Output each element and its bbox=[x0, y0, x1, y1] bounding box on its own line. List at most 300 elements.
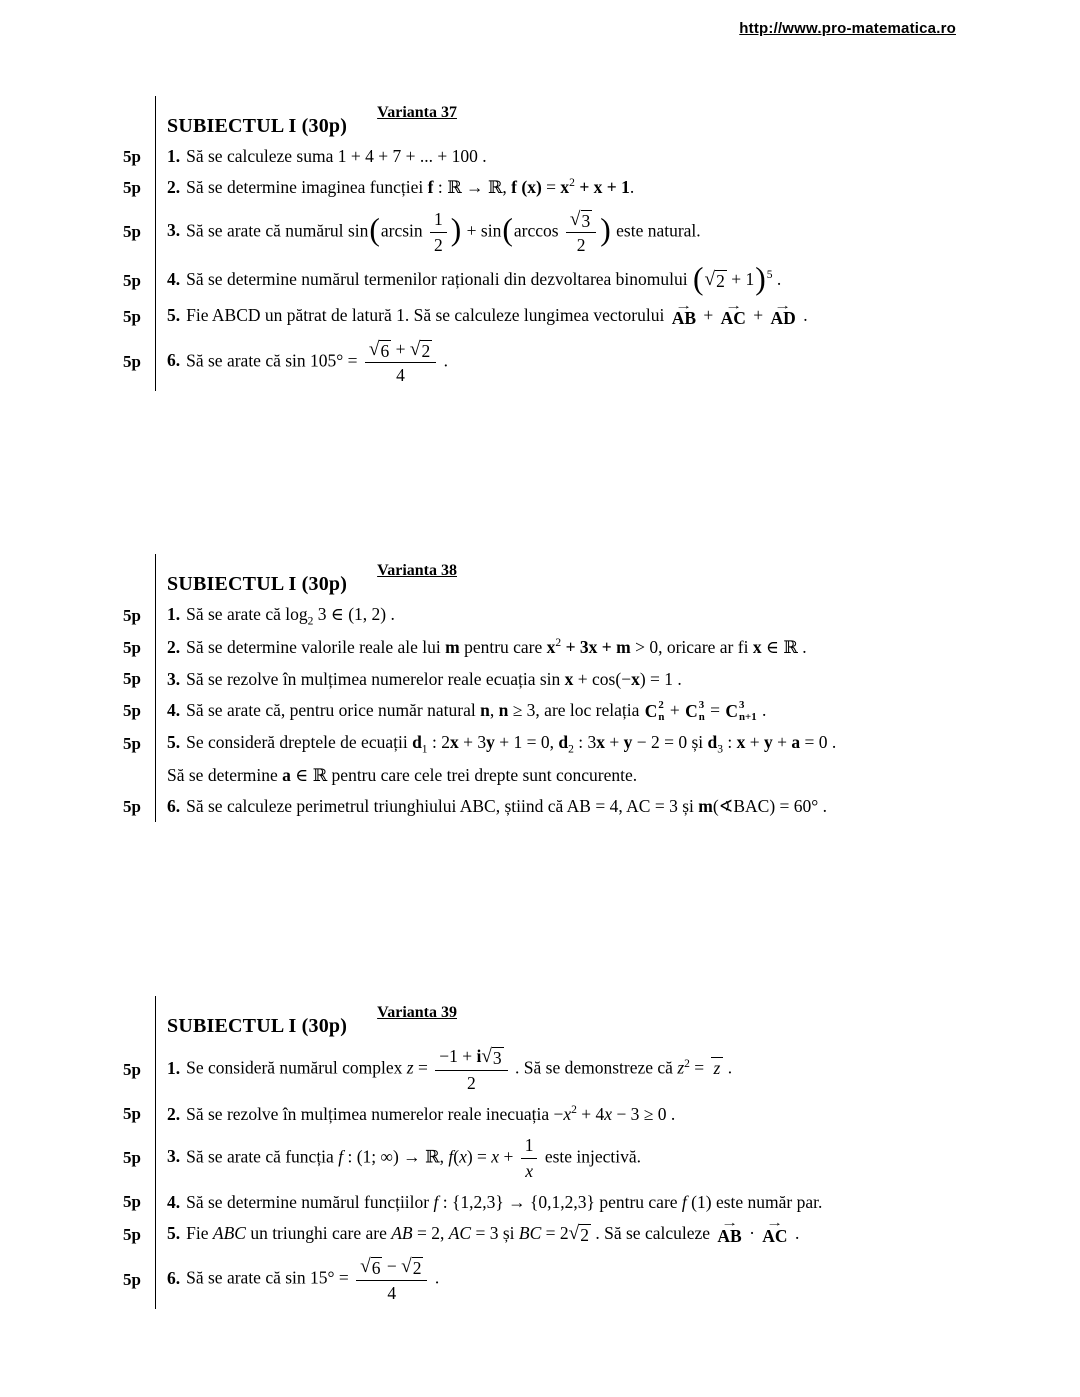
text-fragment: pentru care bbox=[459, 637, 547, 658]
problem-row bbox=[121, 632, 1001, 663]
problem-row bbox=[121, 1187, 1001, 1218]
math-fragment: 2 bbox=[576, 234, 586, 255]
problem-text bbox=[155, 760, 1001, 791]
problems-list bbox=[121, 141, 1001, 391]
math-fragment: + bbox=[499, 1146, 518, 1167]
subscript: 2 bbox=[307, 615, 314, 628]
math-bold-fragment: m bbox=[445, 637, 460, 658]
math-fragment: 1 bbox=[434, 208, 443, 229]
math-italic-fragment: f bbox=[338, 1146, 344, 1167]
problem-number: 5. bbox=[167, 1222, 181, 1243]
text-fragment: . bbox=[430, 1268, 440, 1289]
vector bbox=[770, 299, 796, 329]
problem-row bbox=[121, 1251, 1001, 1308]
subscript: 2 bbox=[568, 743, 574, 756]
math-fragment: ∈ ℝ bbox=[761, 637, 798, 658]
problem-number: 6. bbox=[167, 796, 181, 817]
text-fragment: un triunghi care are bbox=[245, 1222, 392, 1243]
subject-title: SUBIECTUL I (30p) bbox=[167, 573, 348, 595]
numerator bbox=[435, 1045, 507, 1069]
math-fragment: = 2 bbox=[541, 1222, 569, 1243]
math-fragment: + bbox=[745, 732, 765, 753]
problem-row bbox=[121, 791, 1001, 822]
big-paren: ( bbox=[693, 260, 704, 296]
combination-symbol bbox=[685, 700, 705, 723]
problem-row bbox=[121, 1041, 1001, 1098]
math-bold-fragment: i bbox=[476, 1046, 482, 1067]
big-paren: ( bbox=[369, 212, 380, 248]
math-fragment: + bbox=[699, 305, 718, 326]
problem-number: 2. bbox=[167, 637, 181, 658]
text-fragment: Să se rezolve în mulțimea numerelor reale inecuația bbox=[186, 1103, 554, 1124]
math-bold-fragment: a bbox=[282, 765, 291, 786]
text-fragment: Să se determine imaginea funcției bbox=[186, 177, 428, 198]
math-italic-fragment: x bbox=[459, 1146, 467, 1167]
math-italic-fragment: z bbox=[713, 1058, 721, 1079]
text-fragment: Să se determine valorile reale ale lui bbox=[186, 637, 446, 658]
text-fragment: . bbox=[666, 1103, 676, 1124]
superscript: 3 bbox=[698, 699, 705, 712]
problem-text bbox=[155, 1099, 1001, 1130]
problem-text bbox=[155, 695, 1001, 728]
problem-number: 6. bbox=[167, 1268, 181, 1289]
math-fragment: + bbox=[604, 732, 624, 753]
vector bbox=[762, 1217, 788, 1246]
math-fragment: + 4 bbox=[576, 1103, 605, 1124]
problem-number: 1. bbox=[167, 146, 181, 167]
numerator bbox=[566, 208, 596, 232]
math-fragment: −1 + bbox=[439, 1046, 477, 1067]
problem-text bbox=[155, 791, 1001, 822]
math-bold-fragment: x bbox=[560, 177, 570, 198]
text-fragment: . bbox=[386, 604, 395, 625]
math-fragment: sin 15° = bbox=[285, 1268, 354, 1289]
math-bold-fragment: d bbox=[412, 732, 422, 753]
superscript: 2 bbox=[555, 637, 562, 650]
vector-name: AC bbox=[762, 1225, 788, 1246]
math-fragment: + bbox=[665, 699, 685, 720]
subscript: 1 bbox=[421, 743, 428, 756]
problem-row bbox=[121, 664, 1001, 695]
points-label: 5p bbox=[123, 222, 141, 242]
math-fragment: 4 bbox=[387, 1282, 397, 1303]
text-fragment: . bbox=[723, 1058, 733, 1079]
math-fragment: + cos(− bbox=[573, 668, 632, 689]
vector-arrow-icon: → bbox=[675, 299, 693, 312]
numerator bbox=[521, 1134, 538, 1158]
big-paren: ) bbox=[450, 212, 462, 248]
math-fragment: : 3 bbox=[573, 732, 597, 753]
text-fragment: Se consideră numărul complex bbox=[186, 1058, 407, 1079]
radical-sign: √ bbox=[409, 338, 421, 360]
problem-row bbox=[121, 1218, 1001, 1251]
math-fragment: 3 bbox=[581, 210, 591, 231]
math-italic-fragment: f bbox=[681, 1191, 687, 1212]
math-fragment: = bbox=[689, 1058, 709, 1079]
numerator bbox=[356, 1255, 427, 1279]
problem-number: 1. bbox=[167, 604, 181, 625]
combination-scripts bbox=[658, 700, 664, 723]
radicand bbox=[492, 1047, 504, 1068]
superscript: 5 bbox=[766, 268, 773, 281]
problems-list bbox=[121, 599, 1001, 822]
radicand bbox=[715, 270, 727, 291]
math-fragment: = bbox=[541, 177, 561, 198]
points-label: 5p bbox=[123, 1192, 141, 1212]
superscript: 2 bbox=[569, 177, 575, 190]
problem-number: 3. bbox=[167, 220, 181, 241]
numerator bbox=[430, 208, 447, 232]
combination-base: C bbox=[685, 701, 698, 722]
problem-row bbox=[121, 261, 1001, 301]
math-bold-fragment: n bbox=[498, 699, 509, 720]
math-fragment: : bbox=[723, 732, 737, 753]
math-fragment: > 0 bbox=[630, 637, 659, 658]
points-label: 5p bbox=[123, 1224, 141, 1244]
math-fragment: ) = bbox=[466, 1146, 492, 1167]
combination-scripts bbox=[739, 700, 757, 723]
math-fragment: 2 bbox=[580, 1224, 589, 1245]
math-fragment: − 2 = 0 bbox=[632, 732, 688, 753]
vector bbox=[717, 1217, 742, 1246]
variant-label: Varianta 39 bbox=[377, 1004, 457, 1021]
points-label: 5p bbox=[123, 1270, 141, 1290]
problem-row bbox=[121, 760, 1001, 791]
text-fragment: Să se arate că, pentru orice număr natural bbox=[186, 699, 481, 720]
math-bold-fragment: x bbox=[546, 637, 556, 658]
points-label: 5p bbox=[123, 178, 141, 198]
text-fragment: Să se determine numărul funcțiilor bbox=[186, 1191, 434, 1212]
text-fragment: . Să se calculeze bbox=[591, 1222, 715, 1243]
problem-number: 2. bbox=[167, 1103, 181, 1124]
square-root bbox=[705, 270, 727, 291]
text-fragment: . bbox=[673, 668, 682, 689]
square-root bbox=[569, 1224, 591, 1245]
points-label: 5p bbox=[123, 700, 141, 720]
combination-symbol bbox=[645, 700, 665, 723]
fraction bbox=[356, 1255, 427, 1304]
text-fragment: . bbox=[757, 699, 767, 720]
points-label: 5p bbox=[123, 605, 141, 625]
vector bbox=[671, 299, 696, 329]
math-fragment: − bbox=[553, 1103, 564, 1124]
math-fragment: 2 bbox=[716, 270, 725, 291]
vector-arrow-icon: → bbox=[721, 1217, 739, 1230]
variant-label: Varianta 38 bbox=[377, 562, 457, 579]
problem-row bbox=[121, 599, 1001, 632]
math-bold-fragment: x bbox=[564, 668, 574, 689]
vector-name: AB bbox=[717, 1225, 742, 1246]
text-fragment: și bbox=[502, 1222, 519, 1243]
problem-row bbox=[121, 172, 1001, 203]
conjugate-overline bbox=[711, 1057, 724, 1077]
math-fragment: 3 ∈ (1, 2) bbox=[313, 604, 387, 625]
math-fragment: ∈ ℝ bbox=[290, 765, 332, 786]
problem-row bbox=[121, 300, 1001, 333]
numerator bbox=[365, 338, 436, 362]
problem-number: 6. bbox=[167, 350, 181, 371]
math-bold-fragment: y bbox=[623, 732, 633, 753]
text-fragment: Să se rezolve în mulțimea numerelor reale ecuația bbox=[186, 668, 540, 689]
problem-number: 4. bbox=[167, 1191, 181, 1212]
square-root bbox=[401, 1257, 423, 1278]
text-fragment: și bbox=[687, 732, 708, 753]
vector-arrow-icon: → bbox=[724, 299, 742, 312]
subject-title: SUBIECTUL I (30p) bbox=[167, 1015, 348, 1037]
math-fragment: ( bbox=[453, 1146, 460, 1167]
math-fragment: sin bbox=[347, 220, 369, 241]
problem-text bbox=[155, 1187, 1001, 1218]
points-label: 5p bbox=[123, 637, 141, 657]
square-root bbox=[369, 340, 391, 361]
math-fragment: 1 bbox=[524, 1134, 534, 1155]
subscript: n bbox=[698, 710, 705, 723]
points-label: 5p bbox=[123, 307, 141, 327]
points-label: 5p bbox=[123, 733, 141, 753]
math-bold-fragment: f (x) bbox=[511, 177, 542, 198]
text-fragment: Să se determine bbox=[167, 765, 283, 786]
math-italic-fragment: BC bbox=[518, 1222, 542, 1243]
problem-text bbox=[155, 261, 1001, 301]
math-fragment: sin bbox=[539, 668, 565, 689]
math-italic-fragment: z bbox=[677, 1058, 685, 1079]
math-fragment: ) = 1 bbox=[639, 668, 674, 689]
points-label: 5p bbox=[123, 1104, 141, 1124]
big-paren: ( bbox=[502, 212, 513, 248]
math-fragment: = 3 bbox=[471, 1222, 503, 1243]
text-fragment: Să se calculeze perimetrul triunghiului ABC, știind că bbox=[186, 796, 567, 817]
text-fragment: . bbox=[798, 305, 808, 326]
superscript: 2 bbox=[684, 1058, 690, 1071]
vector-name: AC bbox=[720, 308, 746, 329]
text-fragment: Să se determine numărul termenilor raționali din dezvoltarea binomului bbox=[186, 268, 693, 289]
problem-text bbox=[155, 141, 1001, 172]
combination-base: C bbox=[725, 701, 738, 722]
big-paren: ) bbox=[600, 212, 611, 248]
text-fragment: este injectivă. bbox=[540, 1146, 642, 1167]
radical-sign: √ bbox=[360, 1256, 371, 1278]
math-fragment: 2 bbox=[434, 234, 443, 255]
section-heading bbox=[155, 554, 1001, 599]
denominator bbox=[435, 1070, 507, 1095]
text-fragment: , oricare ar fi bbox=[658, 637, 753, 658]
problem-text bbox=[155, 300, 1001, 333]
text-fragment: Fie ABCD un pătrat de latură 1. Să se calculeze lungimea vectorului bbox=[186, 305, 669, 326]
math-fragment: arcsin bbox=[380, 220, 428, 241]
points-label: 5p bbox=[123, 146, 141, 166]
math-fragment: 6 bbox=[380, 340, 390, 361]
section-varianta-39 bbox=[121, 996, 1001, 1309]
section-heading-row bbox=[121, 96, 1001, 141]
math-fragment: ≥ 3 bbox=[508, 699, 536, 720]
math-fragment: − bbox=[382, 1256, 402, 1277]
math-fragment: : 2 bbox=[427, 732, 450, 753]
points-label: 5p bbox=[123, 1060, 141, 1079]
text-fragment: . bbox=[797, 637, 807, 658]
math-fragment: − 3 ≥ 0 bbox=[612, 1103, 667, 1124]
math-bold-fragment: d bbox=[707, 732, 718, 753]
combination-base: C bbox=[644, 701, 658, 722]
text-fragment: și bbox=[677, 796, 699, 817]
variant-label: Varianta 37 bbox=[377, 104, 457, 121]
denominator bbox=[566, 232, 596, 257]
math-italic-fragment: f bbox=[433, 1191, 439, 1212]
math-bold-fragment: n bbox=[480, 699, 490, 720]
text-fragment: . bbox=[439, 350, 448, 371]
square-root bbox=[360, 1257, 382, 1278]
math-fragment: 2 bbox=[412, 1258, 422, 1279]
math-fragment: log bbox=[285, 604, 308, 625]
math-italic-fragment: ABC bbox=[212, 1222, 246, 1243]
math-italic-fragment: f bbox=[448, 1146, 454, 1167]
superscript: 2 bbox=[658, 699, 664, 712]
math-bold-fragment: m bbox=[698, 796, 713, 817]
points-label: 5p bbox=[123, 270, 141, 290]
points-label: 5p bbox=[123, 1148, 141, 1168]
math-fragment: 1 + 4 + 7 + ... + 100 bbox=[337, 146, 478, 167]
superscript: 2 bbox=[571, 1103, 577, 1116]
section-heading bbox=[155, 996, 1001, 1041]
text-fragment: Să se arate că bbox=[186, 350, 286, 371]
square-root bbox=[570, 210, 592, 231]
math-bold-fragment: x bbox=[449, 732, 459, 753]
text-fragment: pentru care bbox=[594, 1191, 682, 1212]
problem-row bbox=[121, 334, 1001, 391]
fraction bbox=[566, 208, 596, 257]
math-italic-fragment: AC bbox=[448, 1222, 472, 1243]
fraction bbox=[430, 208, 447, 257]
radicand bbox=[579, 1224, 591, 1245]
math-fragment: + 1 = 0, bbox=[494, 732, 559, 753]
section-varianta-37 bbox=[121, 96, 1001, 391]
problem-text bbox=[155, 727, 1001, 760]
text-fragment: este natural. bbox=[611, 220, 701, 241]
fraction bbox=[521, 1134, 538, 1183]
points-label: 5p bbox=[123, 669, 141, 689]
problem-text bbox=[155, 172, 1001, 203]
math-italic-fragment: z bbox=[406, 1058, 414, 1079]
problem-number: 4. bbox=[167, 699, 181, 720]
math-fragment: + sin bbox=[462, 220, 502, 241]
text-fragment: . bbox=[790, 1222, 800, 1243]
vector-arrow-icon: → bbox=[774, 299, 792, 312]
text-fragment: Să se calculeze suma bbox=[186, 146, 338, 167]
math-bold-fragment: + x + 1 bbox=[574, 177, 630, 198]
radicand bbox=[420, 340, 432, 361]
text-fragment: Să se arate că numărul bbox=[186, 220, 348, 241]
problem-row bbox=[121, 727, 1001, 760]
website-link[interactable]: http://www.pro-matematica.ro bbox=[739, 20, 956, 37]
radicand bbox=[379, 340, 391, 361]
math-fragment: : ℝ → ℝ, bbox=[433, 177, 512, 198]
radical-sign: √ bbox=[568, 1222, 580, 1244]
problem-number: 2. bbox=[167, 177, 181, 198]
radical-sign: √ bbox=[704, 268, 716, 290]
math-fragment: = bbox=[705, 699, 725, 720]
problems-list bbox=[121, 1041, 1001, 1308]
text-fragment: . Să se demonstreze că bbox=[510, 1058, 678, 1079]
math-fragment: = 0 bbox=[800, 732, 828, 753]
subscript: 3 bbox=[717, 743, 724, 756]
math-bold-fragment: y bbox=[764, 732, 773, 753]
section-heading-row bbox=[121, 996, 1001, 1041]
math-fragment: + 3 bbox=[458, 732, 487, 753]
math-fragment: arccos bbox=[513, 220, 563, 241]
subject-title: SUBIECTUL I (30p) bbox=[167, 115, 348, 137]
problem-number: 4. bbox=[167, 268, 181, 289]
problem-row bbox=[121, 1099, 1001, 1130]
square-root bbox=[481, 1047, 503, 1068]
math-italic-fragment: x bbox=[491, 1146, 500, 1167]
math-bold-fragment: + 3x + m bbox=[561, 637, 631, 658]
math-fragment: : (1; ∞) → ℝ, bbox=[343, 1146, 449, 1167]
problem-text bbox=[155, 1130, 1001, 1187]
math-bold-fragment: a bbox=[791, 732, 801, 753]
math-italic-fragment: x bbox=[525, 1160, 533, 1181]
problem-number: 5. bbox=[167, 305, 181, 326]
big-paren: ) bbox=[755, 260, 766, 296]
text-fragment: pentru care cele trei drepte sunt concurente. bbox=[331, 765, 638, 786]
math-fragment: 3 bbox=[492, 1048, 502, 1069]
problem-number: 3. bbox=[167, 668, 181, 689]
math-fragment: + bbox=[391, 338, 410, 359]
problem-number: 5. bbox=[167, 732, 181, 753]
vector-name: AB bbox=[671, 308, 696, 329]
denominator bbox=[521, 1158, 538, 1183]
math-fragment: : {1,2,3} → {0,1,2,3} bbox=[438, 1191, 595, 1212]
math-bold-fragment: x bbox=[596, 732, 605, 753]
math-bold-fragment: d bbox=[558, 732, 569, 753]
vector-arrow-icon: → bbox=[766, 1217, 784, 1230]
subscript: n+1 bbox=[739, 710, 757, 723]
math-fragment: 4 bbox=[396, 364, 405, 385]
text-fragment: , bbox=[489, 699, 499, 720]
math-fragment: (∢BAC) = 60° bbox=[712, 796, 819, 817]
math-fragment: = 2, bbox=[412, 1222, 449, 1243]
problem-row bbox=[121, 204, 1001, 261]
math-bold-fragment: y bbox=[486, 732, 495, 753]
radical-sign: √ bbox=[401, 1256, 412, 1278]
problem-text bbox=[155, 204, 1001, 261]
text-fragment: Să se arate că bbox=[186, 604, 286, 625]
math-fragment: + bbox=[748, 305, 768, 326]
section-heading-row bbox=[121, 554, 1001, 599]
fraction bbox=[365, 338, 436, 387]
problem-row bbox=[121, 141, 1001, 172]
text-fragment: Se consideră dreptele de ecuații bbox=[186, 732, 413, 753]
denominator bbox=[430, 232, 447, 257]
problem-text bbox=[155, 334, 1001, 391]
problem-text bbox=[155, 632, 1001, 663]
problem-text bbox=[155, 664, 1001, 695]
problem-text bbox=[155, 1041, 1001, 1098]
combination-scripts bbox=[699, 700, 705, 723]
text-fragment: . bbox=[629, 177, 635, 198]
text-fragment: Să se arate că funcția bbox=[186, 1146, 339, 1167]
fraction bbox=[435, 1045, 507, 1094]
text-fragment: Fie bbox=[186, 1222, 213, 1243]
text-fragment: . bbox=[772, 268, 782, 289]
problem-text bbox=[155, 599, 1001, 632]
radical-sign: √ bbox=[569, 208, 581, 230]
math-fragment: · bbox=[744, 1222, 760, 1243]
combination-symbol bbox=[725, 700, 756, 723]
text-fragment: . bbox=[827, 732, 837, 753]
problem-number: 1. bbox=[167, 1058, 181, 1079]
math-italic-fragment: x bbox=[604, 1103, 613, 1124]
denominator bbox=[356, 1280, 427, 1305]
math-fragment: + 1 bbox=[726, 268, 755, 289]
